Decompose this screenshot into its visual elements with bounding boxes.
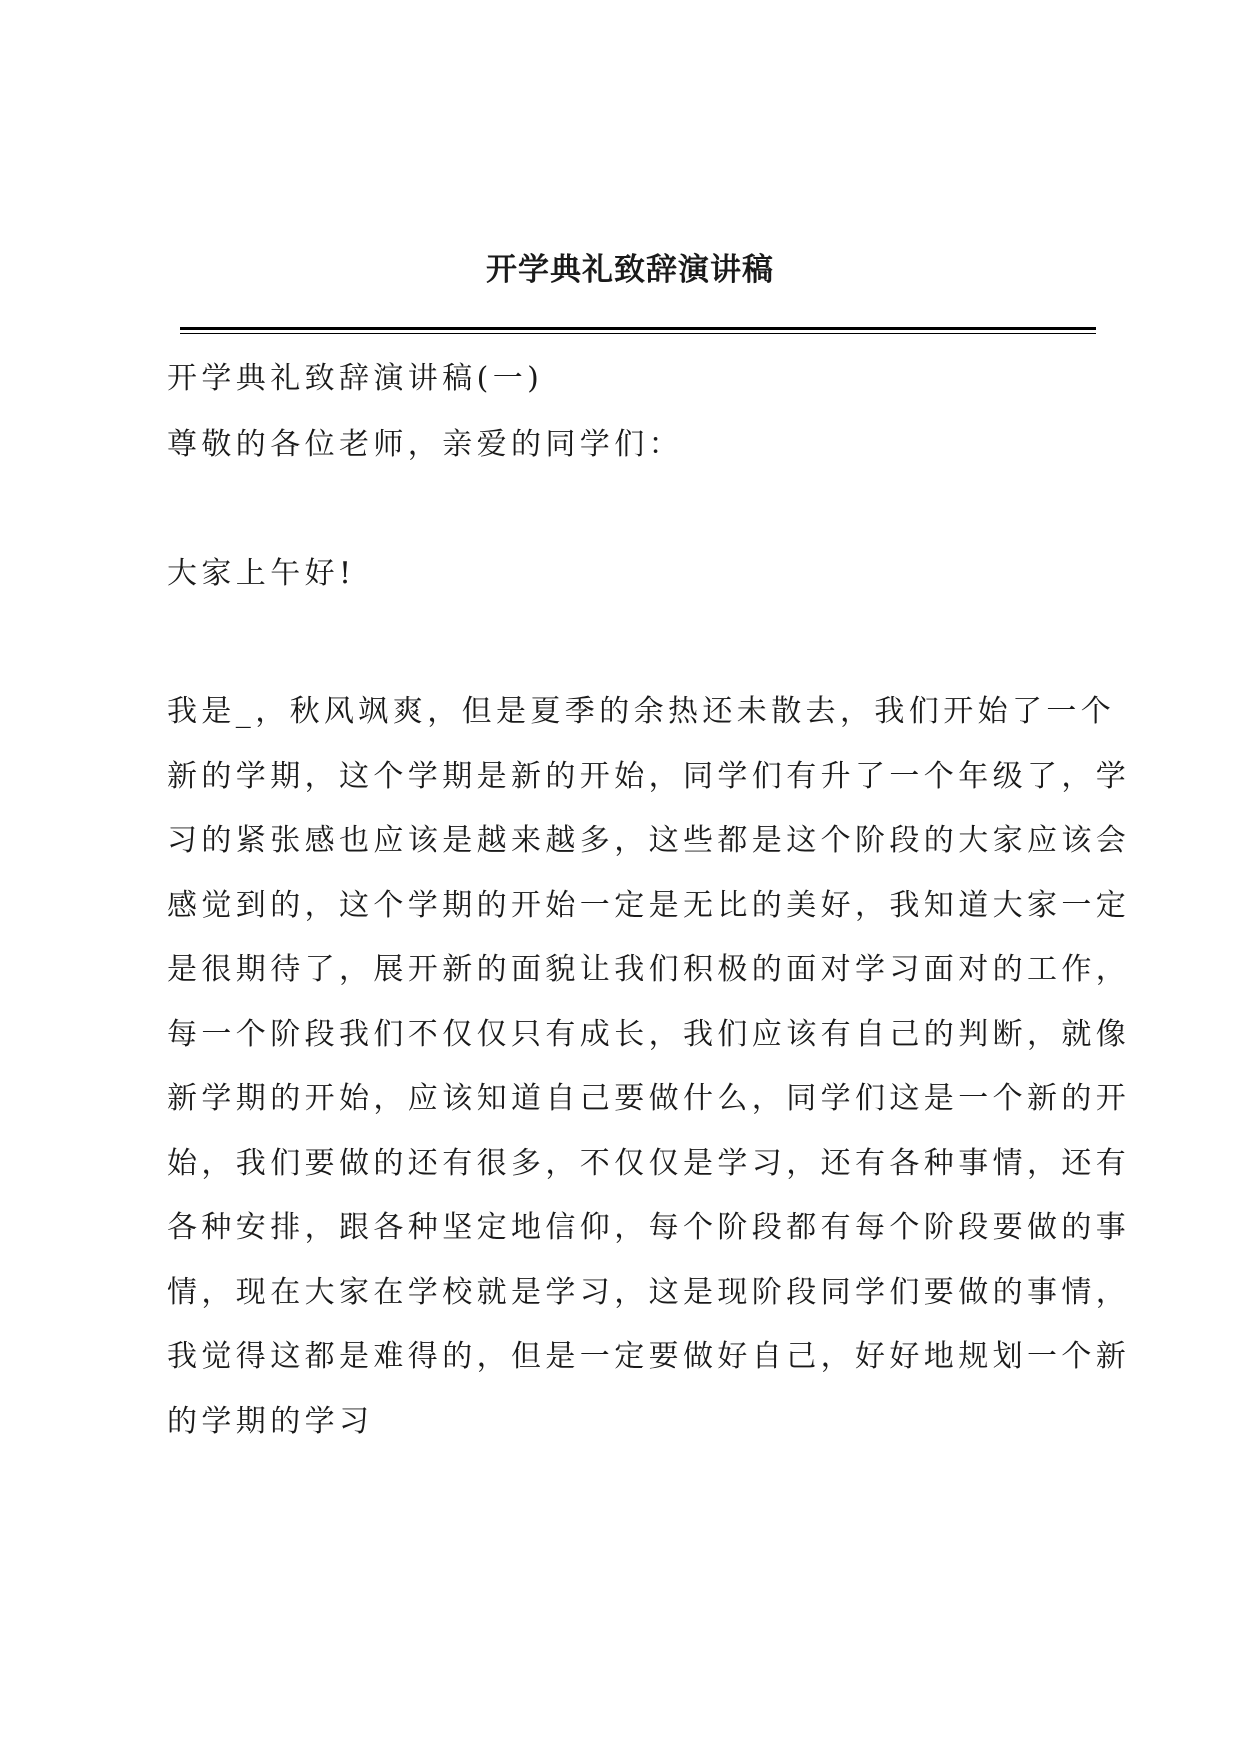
body-line: 新学期的开始，应该知道自己要做什么，同学们这是一个新的开 xyxy=(167,1081,1131,1116)
body-line: 情，现在大家在学校就是学习，这是现阶段同学们要做的事情， xyxy=(167,1274,1131,1310)
section-subtitle: 开学典礼致辞演讲稿(一) xyxy=(167,361,544,396)
body-line: 我觉得这都是难得的，但是一定要做好自己，好好地规划一个新 xyxy=(167,1339,1131,1374)
body-line: 感觉到的，这个学期的开始一定是无比的美好，我知道大家一定 xyxy=(167,887,1131,923)
document-title: 开学典礼致辞演讲稿 xyxy=(486,252,774,288)
body-line: 是很期待了，展开新的面貌让我们积极的面对学习面对的工作， xyxy=(167,952,1131,987)
body-line: 新的学期，这个学期是新的开始，同学们有升了一个年级了，学 xyxy=(167,758,1131,794)
greeting-line: 大家上午好! xyxy=(167,556,356,591)
body-line: 我是_，秋风飒爽，但是夏季的余热还未散去，我们开始了一个 xyxy=(167,694,1116,729)
body-paragraph xyxy=(167,680,1131,1454)
body-line: 的学期的学习 xyxy=(167,1403,374,1439)
title-rule-thick xyxy=(180,327,1096,330)
body-line: 各种安排，跟各种坚定地信仰，每个阶段都有每个阶段要做的事 xyxy=(167,1210,1131,1245)
title-rule-thin xyxy=(180,333,1096,334)
salutation-line: 尊敬的各位老师，亲爱的同学们： xyxy=(167,427,683,462)
body-line: 每一个阶段我们不仅仅只有成长，我们应该有自己的判断，就像 xyxy=(167,1016,1131,1052)
body-line: 始，我们要做的还有很多，不仅仅是学习，还有各种事情，还有 xyxy=(167,1145,1131,1181)
body-line: 习的紧张感也应该是越来越多，这些都是这个阶段的大家应该会 xyxy=(167,823,1131,858)
